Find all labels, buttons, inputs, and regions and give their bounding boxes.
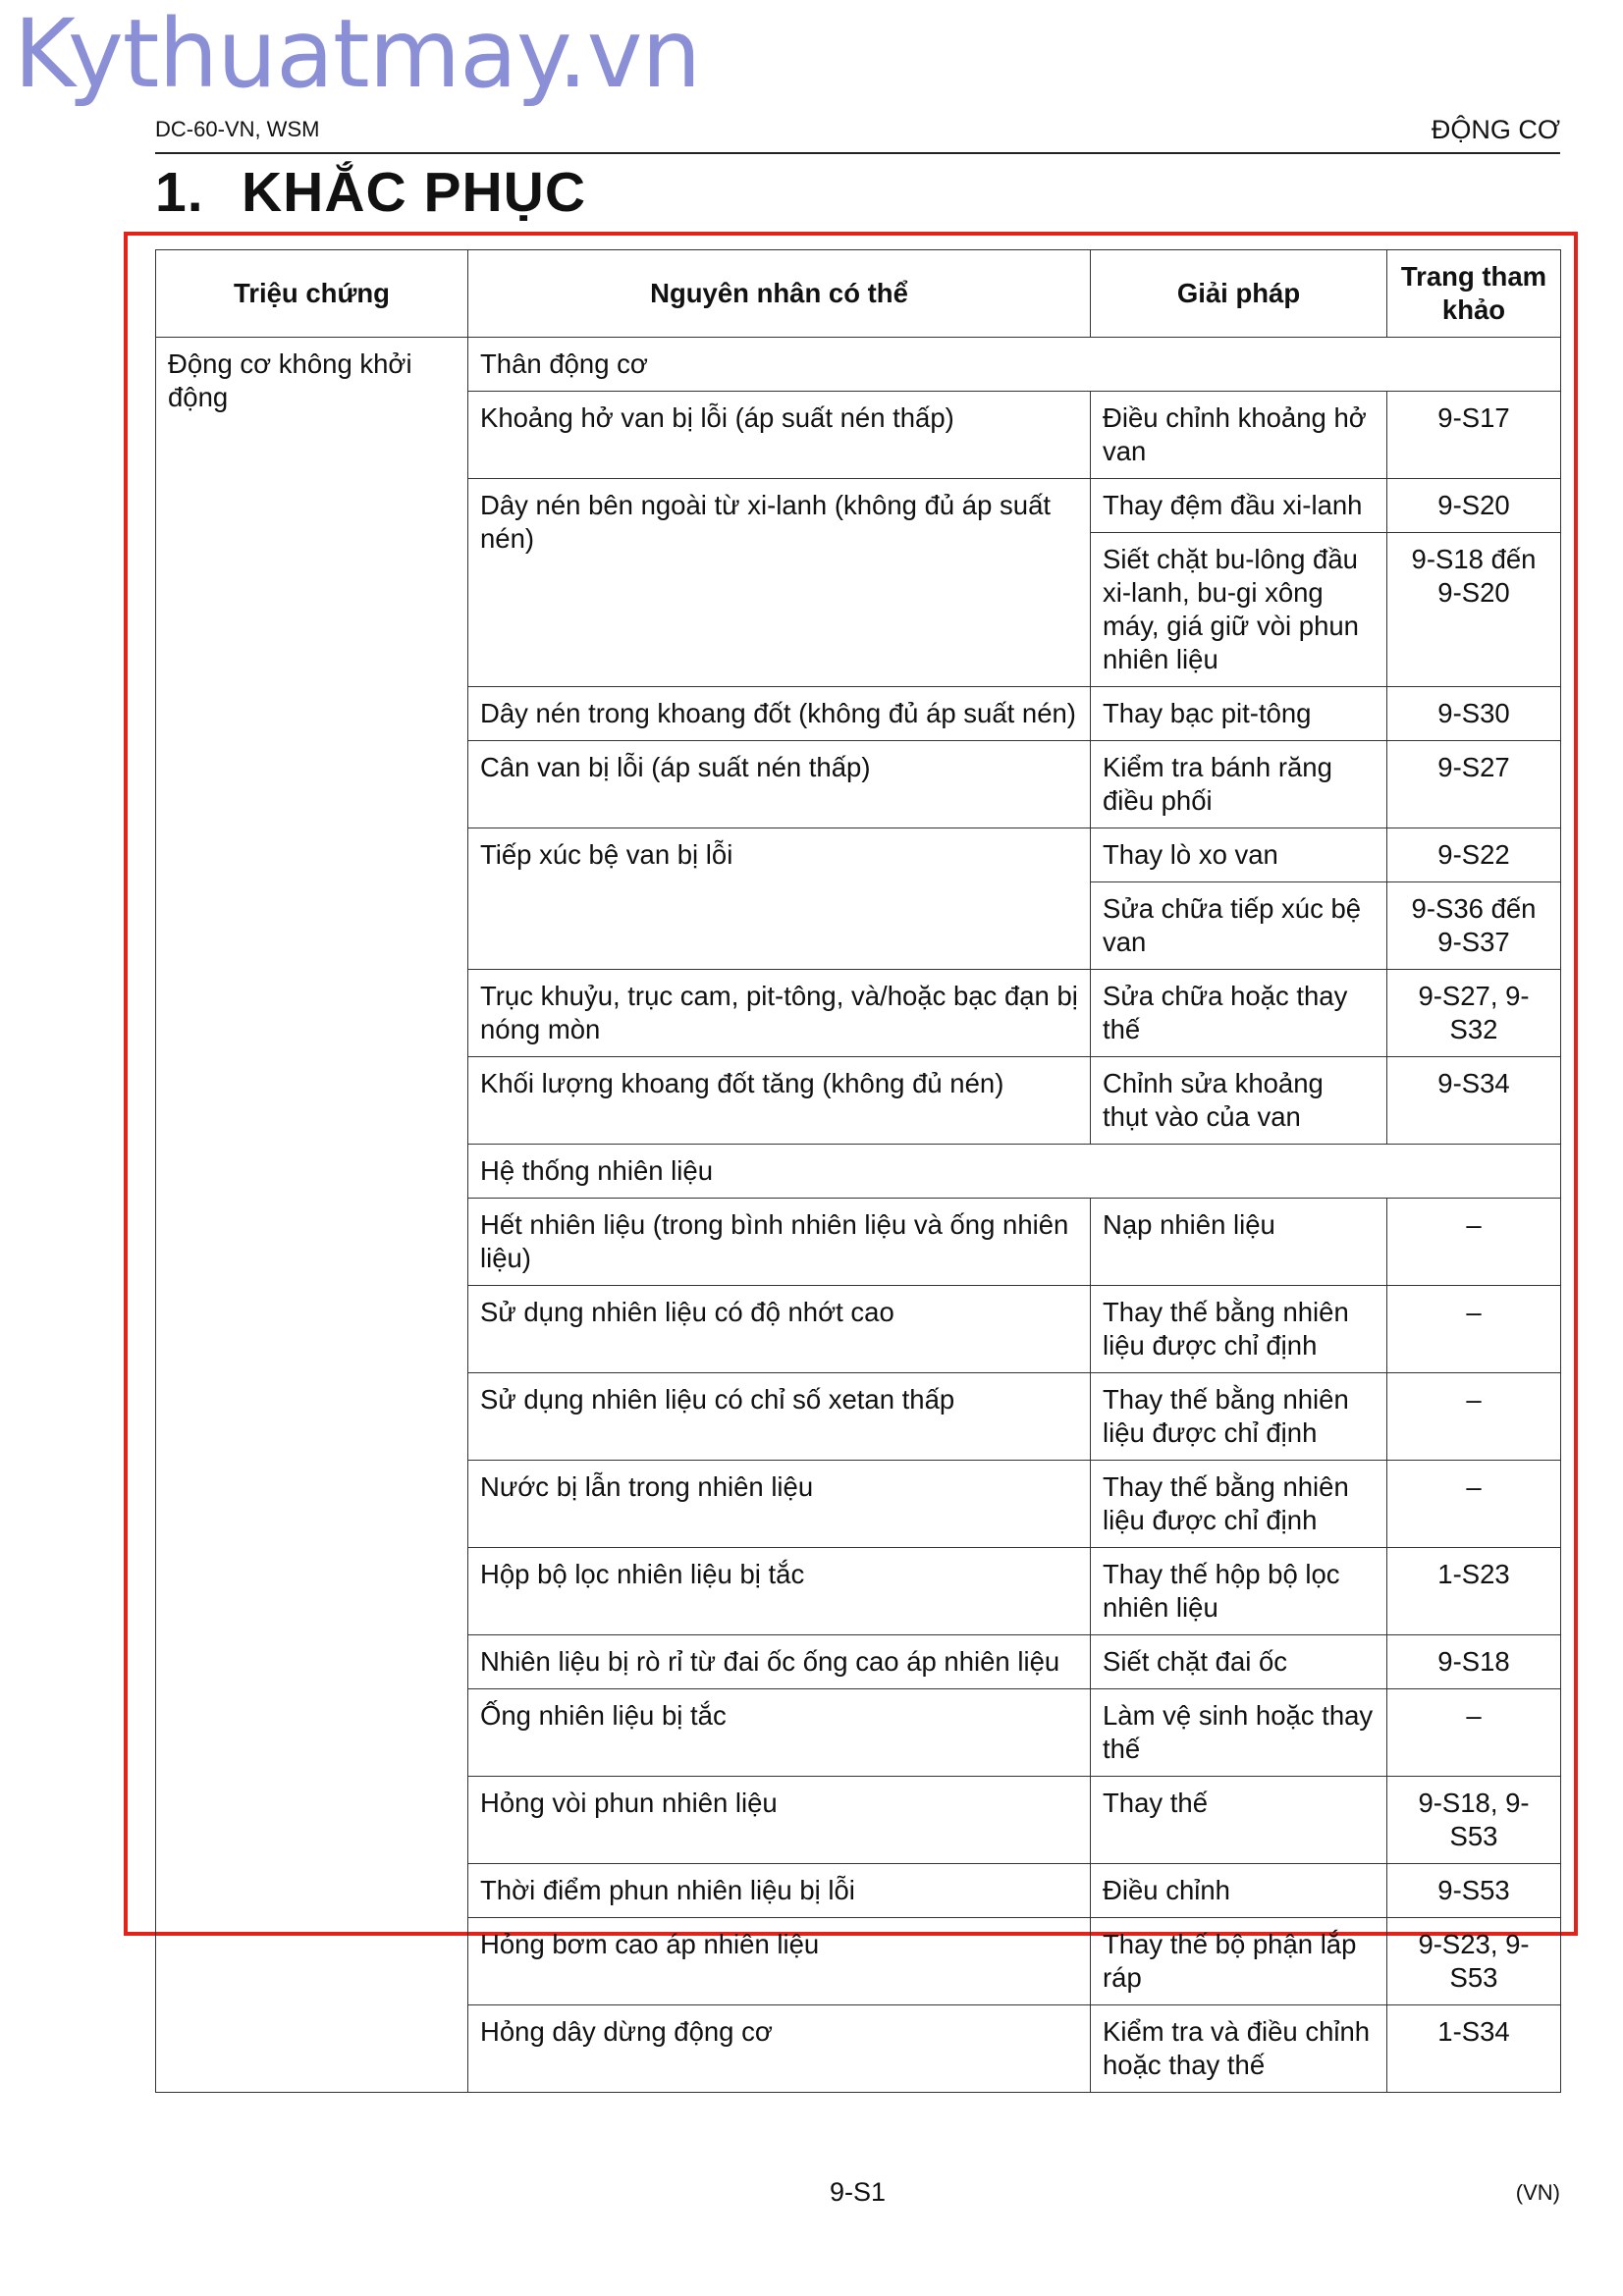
- header-symptom: Triệu chứng: [156, 250, 468, 338]
- solution-cell: Làm vệ sinh hoặc thay thế: [1091, 1689, 1387, 1777]
- solution-cell: Thay thế bằng nhiên liệu được chỉ định: [1091, 1286, 1387, 1373]
- solution-cell: Thay thế bằng nhiên liệu được chỉ định: [1091, 1373, 1387, 1461]
- solution-cell: Nạp nhiên liệu: [1091, 1199, 1387, 1286]
- header-rule: [155, 152, 1560, 154]
- reference-cell: –: [1387, 1373, 1561, 1461]
- page-number: 9-S1: [830, 2177, 887, 2207]
- cause-cell: Hỏng vòi phun nhiên liệu: [468, 1777, 1091, 1864]
- cause-cell: Ống nhiên liệu bị tắc: [468, 1689, 1091, 1777]
- reference-cell: 1-S34: [1387, 2005, 1561, 2093]
- cause-cell: Tiếp xúc bệ van bị lỗi: [468, 828, 1091, 970]
- title-number: 1.: [155, 161, 204, 224]
- reference-cell: 9-S36 đến 9-S37: [1387, 882, 1561, 970]
- solution-cell: Thay thế bằng nhiên liệu được chỉ định: [1091, 1461, 1387, 1548]
- reference-cell: 9-S18 đến 9-S20: [1387, 533, 1561, 687]
- reference-cell: 9-S27, 9-S32: [1387, 970, 1561, 1057]
- solution-cell: Kiểm tra và điều chỉnh hoặc thay thế: [1091, 2005, 1387, 2093]
- reference-cell: –: [1387, 1689, 1561, 1777]
- cause-cell: Dây nén bên ngoài từ xi-lanh (không đủ áp suất nén): [468, 479, 1091, 687]
- reference-cell: –: [1387, 1199, 1561, 1286]
- solution-cell: Sửa chữa hoặc thay thế: [1091, 970, 1387, 1057]
- solution-cell: Kiểm tra bánh răng điều phối: [1091, 741, 1387, 828]
- reference-cell: 9-S18, 9-S53: [1387, 1777, 1561, 1864]
- solution-cell: Thay lò xo van: [1091, 828, 1387, 882]
- reference-cell: 9-S23, 9-S53: [1387, 1918, 1561, 2005]
- reference-cell: 9-S18: [1387, 1635, 1561, 1689]
- solution-cell: Thay đệm đầu xi-lanh: [1091, 479, 1387, 533]
- solution-cell: Thay thế: [1091, 1777, 1387, 1864]
- reference-cell: 9-S53: [1387, 1864, 1561, 1918]
- cause-cell: Dây nén trong khoang đốt (không đủ áp suất nén): [468, 687, 1091, 741]
- header-reference: Trang tham khảo: [1387, 250, 1561, 338]
- symptom-cell: Động cơ không khởi động: [156, 338, 468, 2093]
- cause-cell: Sử dụng nhiên liệu có độ nhớt cao: [468, 1286, 1091, 1373]
- doc-code: DC-60-VN, WSM: [155, 117, 320, 141]
- troubleshooting-table: [155, 249, 1561, 2093]
- solution-cell: Siết chặt đai ốc: [1091, 1635, 1387, 1689]
- solution-cell: Thay thế bộ phận lắp ráp: [1091, 1918, 1387, 2005]
- reference-cell: 9-S22: [1387, 828, 1561, 882]
- page-title: [155, 160, 586, 225]
- watermark-logo: Kythuatmay.vn: [14, 0, 701, 109]
- solution-cell: Chỉnh sửa khoảng thụt vào của van: [1091, 1057, 1387, 1145]
- reference-cell: 9-S20: [1387, 479, 1561, 533]
- cause-cell: Trục khuỷu, trục cam, pit-tông, và/hoặc bạc đạn bị nóng mòn: [468, 970, 1091, 1057]
- cause-cell: Khối lượng khoang đốt tăng (không đủ nén): [468, 1057, 1091, 1145]
- reference-cell: 9-S30: [1387, 687, 1561, 741]
- solution-cell: Điều chỉnh: [1091, 1864, 1387, 1918]
- language-code: (VN): [1515, 2180, 1560, 2205]
- reference-cell: 9-S17: [1387, 392, 1561, 479]
- table-row: [156, 338, 1561, 392]
- cause-cell: Cân van bị lỗi (áp suất nén thấp): [468, 741, 1091, 828]
- solution-cell: Thay bạc pit-tông: [1091, 687, 1387, 741]
- cause-cell: Hộp bộ lọc nhiên liệu bị tắc: [468, 1548, 1091, 1635]
- cause-cell: Khoảng hở van bị lỗi (áp suất nén thấp): [468, 392, 1091, 479]
- reference-cell: 9-S27: [1387, 741, 1561, 828]
- table-header-row: [156, 250, 1561, 338]
- header-cause: Nguyên nhân có thể: [468, 250, 1091, 338]
- cause-cell: Thời điểm phun nhiên liệu bị lỗi: [468, 1864, 1091, 1918]
- reference-cell: –: [1387, 1461, 1561, 1548]
- solution-cell: Sửa chữa tiếp xúc bệ van: [1091, 882, 1387, 970]
- cause-cell: Hết nhiên liệu (trong bình nhiên liệu và ống nhiên liệu): [468, 1199, 1091, 1286]
- cause-cell: Nước bị lẫn trong nhiên liệu: [468, 1461, 1091, 1548]
- cause-cell: Nhiên liệu bị rò rỉ từ đai ốc ống cao áp nhiên liệu: [468, 1635, 1091, 1689]
- title-text: KHẮC PHỤC: [242, 161, 586, 224]
- solution-cell: Thay thế hộp bộ lọc nhiên liệu: [1091, 1548, 1387, 1635]
- solution-cell: Siết chặt bu-lông đầu xi-lanh, bu-gi xông máy, giá giữ vòi phun nhiên liệu: [1091, 533, 1387, 687]
- cause-cell: Hỏng bơm cao áp nhiên liệu: [468, 1918, 1091, 2005]
- reference-cell: –: [1387, 1286, 1561, 1373]
- header-solution: Giải pháp: [1091, 250, 1387, 338]
- reference-cell: 1-S23: [1387, 1548, 1561, 1635]
- reference-cell: 9-S34: [1387, 1057, 1561, 1145]
- group-heading: Hệ thống nhiên liệu: [468, 1145, 1561, 1199]
- cause-cell: Sử dụng nhiên liệu có chỉ số xetan thấp: [468, 1373, 1091, 1461]
- section-name: ĐỘNG CƠ: [1431, 115, 1560, 144]
- solution-cell: Điều chỉnh khoảng hở van: [1091, 392, 1387, 479]
- cause-cell: Hỏng dây dừng động cơ: [468, 2005, 1091, 2093]
- group-heading: Thân động cơ: [468, 338, 1561, 392]
